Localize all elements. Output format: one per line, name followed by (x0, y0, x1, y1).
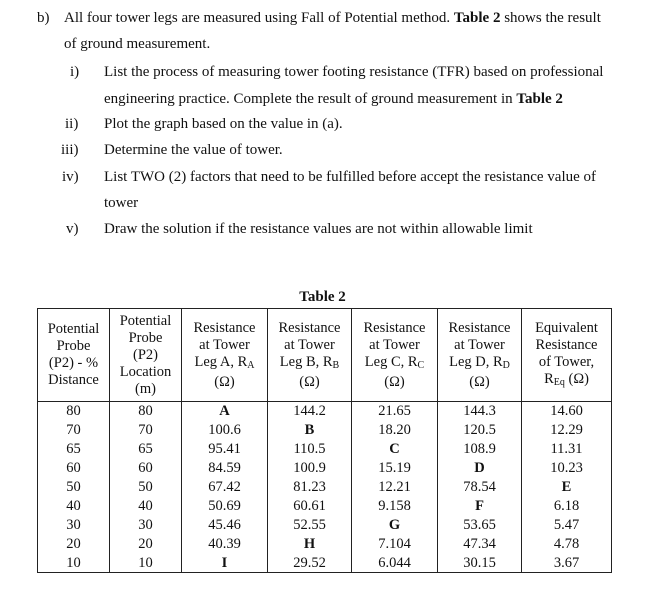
table-cell: 60 (110, 459, 182, 478)
item-i-line2: engineering practice. Complete the result of ground measurement in Table 2 (104, 91, 563, 107)
table-cell: 5.47 (522, 515, 612, 534)
table-cell: 120.5 (438, 421, 522, 440)
table-cell: 10.23 (522, 459, 612, 478)
table-cell: 144.2 (268, 402, 352, 421)
table-cell: 95.41 (182, 440, 268, 459)
table-cell: 80 (38, 402, 110, 421)
table-row (38, 515, 612, 534)
table-header-row (38, 309, 612, 402)
table-cell: 12.21 (352, 478, 438, 497)
table-cell: 30 (110, 515, 182, 534)
table-cell: 81.23 (268, 478, 352, 497)
table-cell: 65 (38, 440, 110, 459)
table-cell: H (268, 534, 352, 553)
table-cell: 78.54 (438, 478, 522, 497)
table-cell: 144.3 (438, 402, 522, 421)
table-cell: 3.67 (522, 553, 612, 572)
table-cell: D (438, 459, 522, 478)
item-number: iii) (61, 142, 79, 158)
table-row (38, 421, 612, 440)
table-cell: 53.65 (438, 515, 522, 534)
table-cell: 30.15 (438, 553, 522, 572)
table-cell: G (352, 515, 438, 534)
table-cell: 20 (110, 534, 182, 553)
table-cell: F (438, 496, 522, 515)
item-v-line1: Draw the solution if the resistance values are not within allowable limit (104, 221, 533, 237)
table-row (38, 402, 612, 421)
table-cell: 60.61 (268, 496, 352, 515)
table-cell: 10 (38, 553, 110, 572)
item-iv-line1: List TWO (2) factors that need to be fulfilled before accept the resistance value of (104, 169, 597, 185)
table-cell: 4.78 (522, 534, 612, 553)
table-row (38, 496, 612, 515)
table-cell: 29.52 (268, 553, 352, 572)
table-cell: A (182, 402, 268, 421)
table-cell: 40.39 (182, 534, 268, 553)
table-cell: 50 (110, 478, 182, 497)
table-cell: 70 (110, 421, 182, 440)
table-cell: 67.42 (182, 478, 268, 497)
table-cell: 40 (38, 496, 110, 515)
table-row (38, 478, 612, 497)
item-number: v) (66, 221, 79, 237)
table-cell: 10 (110, 553, 182, 572)
table-cell: 47.34 (438, 534, 522, 553)
table-row (38, 459, 612, 478)
item-i-line1: List the process of measuring tower footing resistance (TFR) based on professional (104, 64, 604, 80)
item-number: iv) (62, 169, 79, 185)
table-cell: 50.69 (182, 496, 268, 515)
table-cell: 18.20 (352, 421, 438, 440)
table-cell: 9.158 (352, 496, 438, 515)
table-row (38, 440, 612, 459)
item-iii-line1: Determine the value of tower. (104, 142, 283, 158)
table-cell: 30 (38, 515, 110, 534)
table-cell: 65 (110, 440, 182, 459)
table-cell: 12.29 (522, 421, 612, 440)
table-cell: 20 (38, 534, 110, 553)
item-iv-line2: tower (104, 195, 139, 211)
table-cell: 70 (38, 421, 110, 440)
item-number: i) (70, 64, 80, 80)
table-cell: 15.19 (352, 459, 438, 478)
header-resistance-leg-a: Resistance at Tower Leg A, $R_A$ (Ω) (182, 309, 268, 402)
table-cell: 60 (38, 459, 110, 478)
table-cell: 14.60 (522, 402, 612, 421)
header-probe-distance: Potential Probe (P2) - % Distance (38, 309, 110, 402)
table-cell: 50 (38, 478, 110, 497)
header-resistance-leg-c: Resistance at Tower Leg C, $R_C$ (Ω) (352, 309, 438, 402)
table-cell: E (522, 478, 612, 497)
table-cell: 11.31 (522, 440, 612, 459)
header-resistance-leg-d: Resistance at Tower Leg D, $R_D$ (Ω) (438, 309, 522, 402)
table-row (38, 553, 612, 572)
question-label: b) (37, 10, 50, 26)
table-title: Table 2 (299, 289, 346, 305)
table-cell: 6.044 (352, 553, 438, 572)
question-intro-line1: All four tower legs are measured using Fall of Potential method. Table 2 shows the result (64, 10, 601, 26)
ground-measurement-table (37, 308, 612, 573)
question-intro-line2: of ground measurement. (64, 36, 211, 52)
table-cell: 110.5 (268, 440, 352, 459)
table-cell: B (268, 421, 352, 440)
header-equivalent-resistance: Equivalent Resistance of Tower, $R_{Eq}$ (Ω) (522, 309, 612, 402)
table-cell: 100.9 (268, 459, 352, 478)
table-cell: 7.104 (352, 534, 438, 553)
table-cell: C (352, 440, 438, 459)
table-cell: 52.55 (268, 515, 352, 534)
table-cell: 108.9 (438, 440, 522, 459)
table-cell: 84.59 (182, 459, 268, 478)
table-cell: I (182, 553, 268, 572)
table-cell: 80 (110, 402, 182, 421)
table-row (38, 534, 612, 553)
item-number: ii) (65, 116, 79, 132)
table-cell: 40 (110, 496, 182, 515)
header-probe-location: Potential Probe (P2) Location (m) (110, 309, 182, 402)
table-cell: 45.46 (182, 515, 268, 534)
table-cell: 100.6 (182, 421, 268, 440)
item-ii-line1: Plot the graph based on the value in (a). (104, 116, 343, 132)
table-cell: 6.18 (522, 496, 612, 515)
table-cell: 21.65 (352, 402, 438, 421)
header-resistance-leg-b: Resistance at Tower Leg B, $R_B$ (Ω) (268, 309, 352, 402)
